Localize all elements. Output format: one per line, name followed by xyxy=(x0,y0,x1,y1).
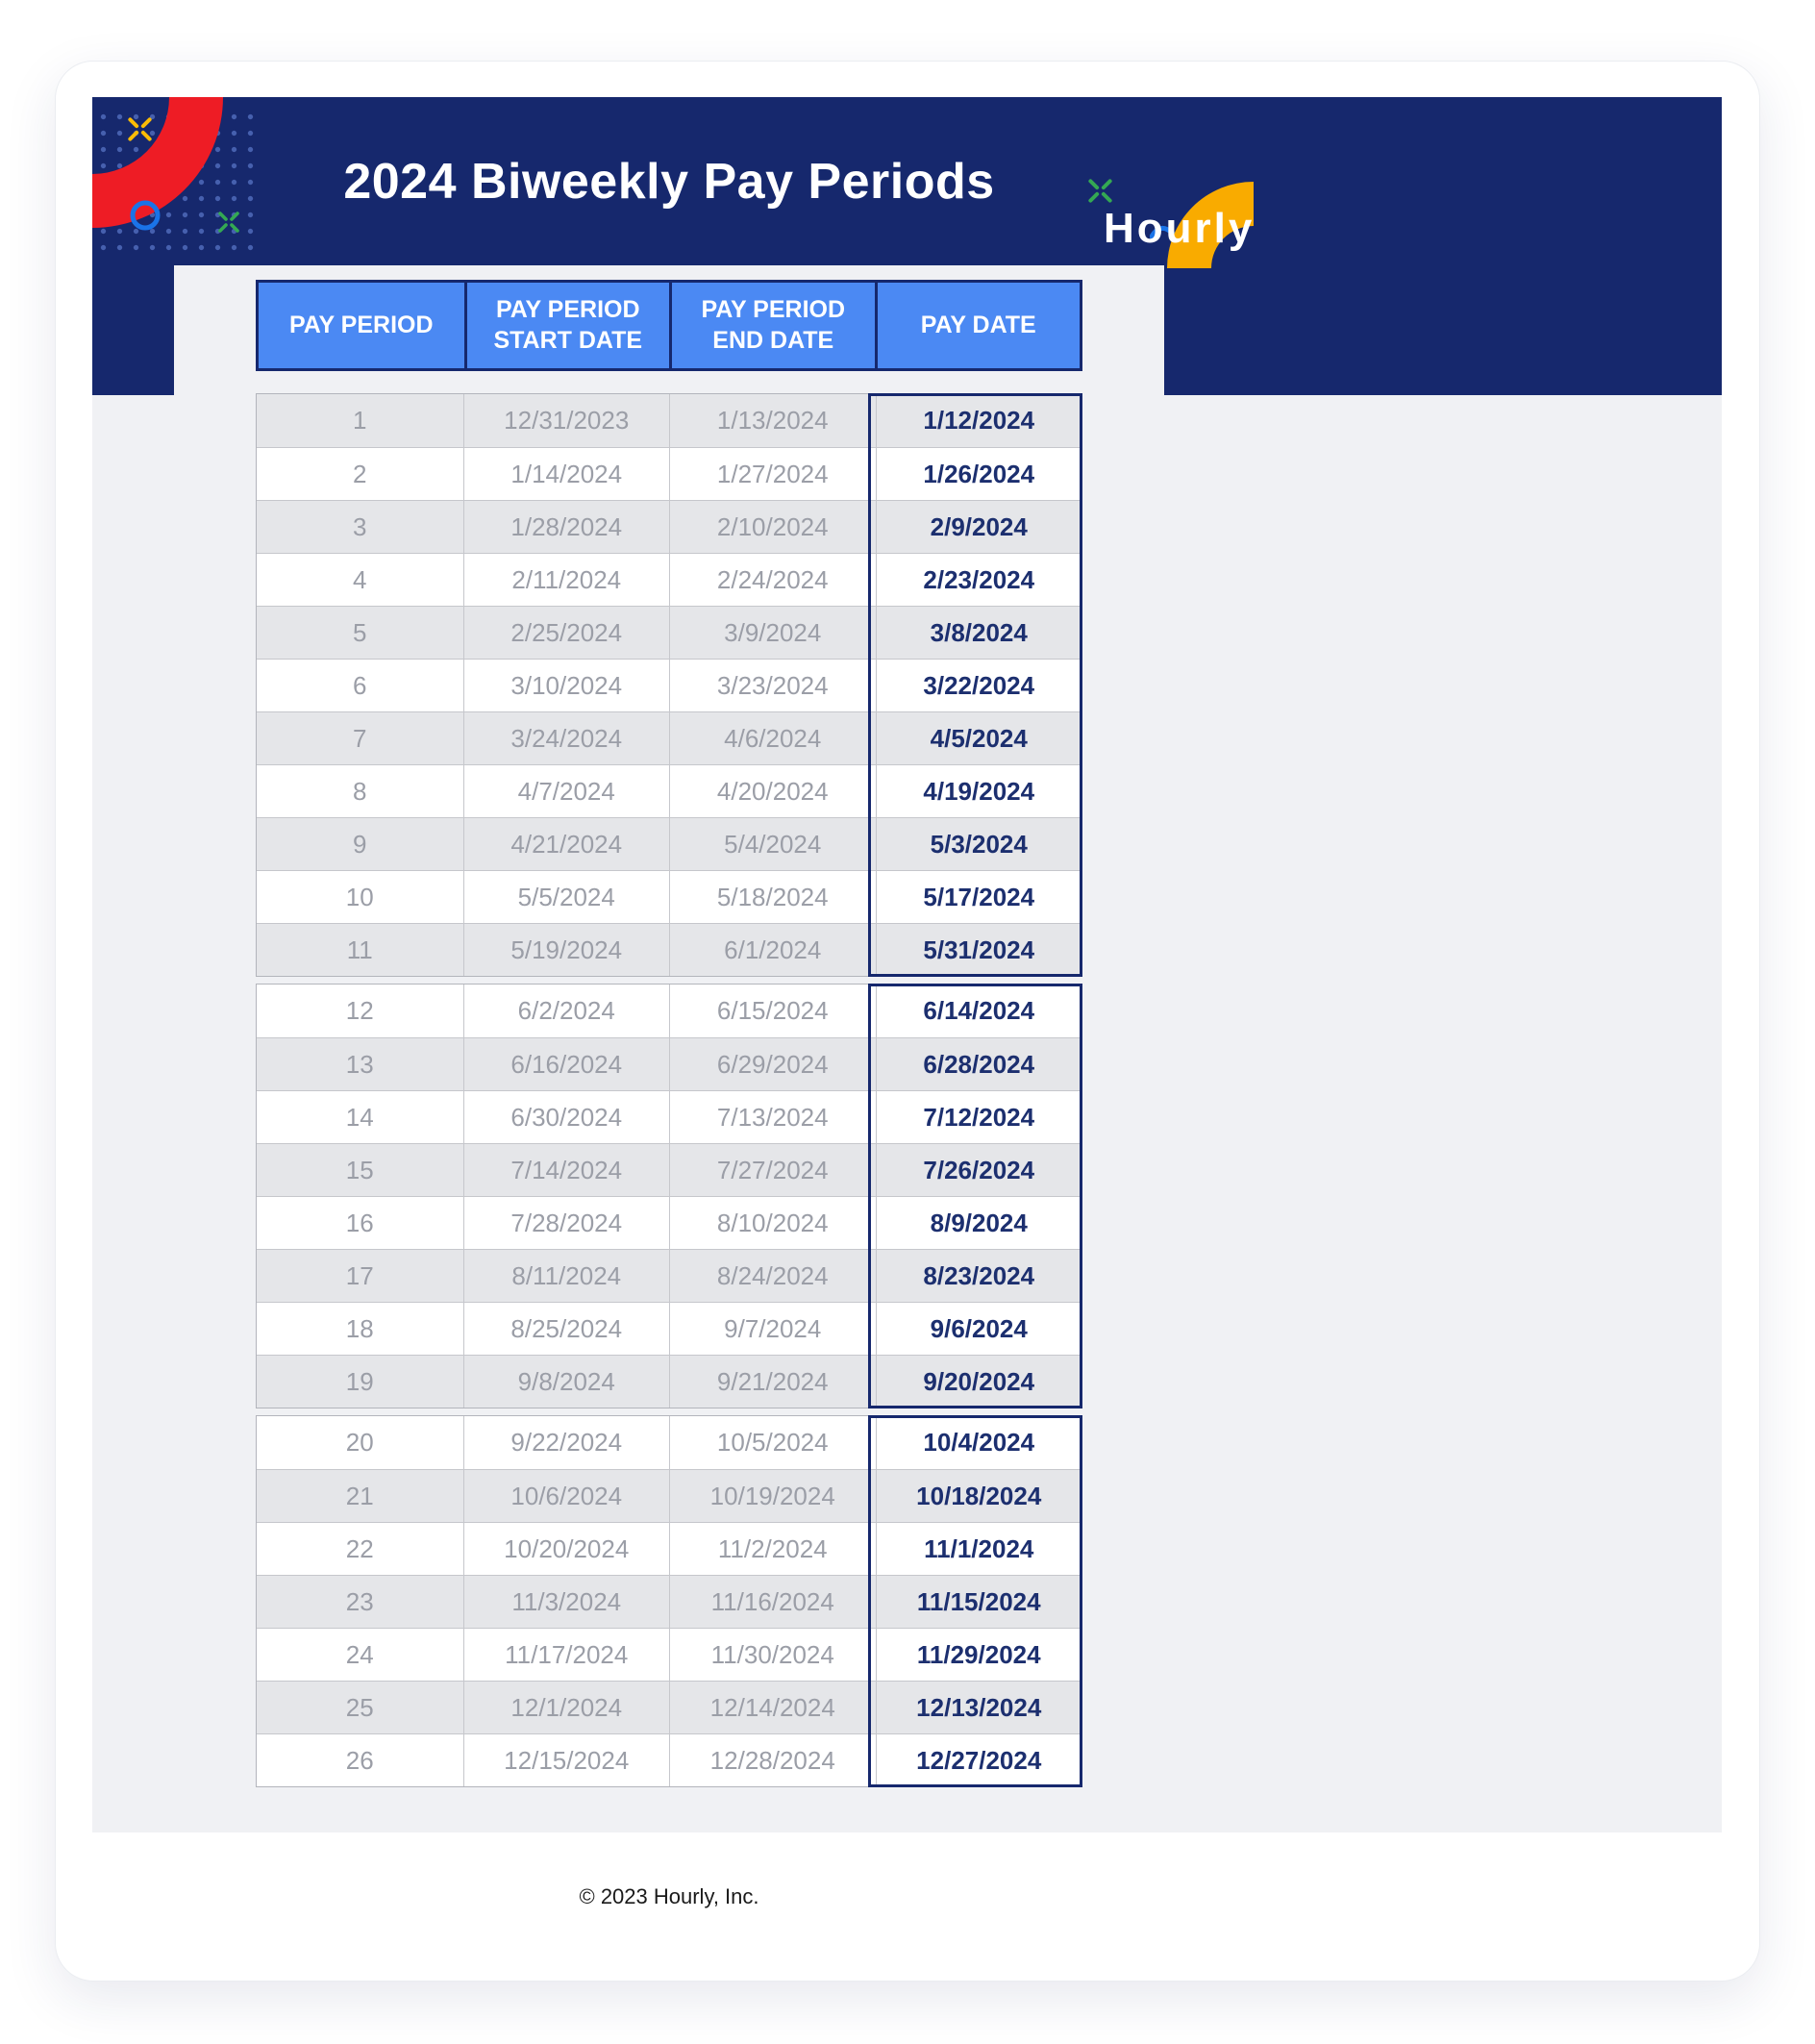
pay-period-cell: 7 xyxy=(353,723,367,753)
pay-date-cell: 1/26/2024 xyxy=(876,448,1082,500)
pay-period-cell: 23 xyxy=(345,1586,374,1616)
pay-period-cell: 24 xyxy=(345,1639,374,1669)
pay-period-cell: 25 xyxy=(345,1692,374,1722)
pay-period-cell: 22 xyxy=(345,1533,374,1563)
pay-period-cell: 19 xyxy=(345,1366,374,1396)
table-row xyxy=(257,1628,1082,1681)
column-header-start-date: PAY PERIOD START DATE xyxy=(464,283,670,368)
table-row xyxy=(257,711,1082,764)
start-date-cell: 3/10/2024 xyxy=(463,660,670,711)
pay-date-cell: 2/9/2024 xyxy=(876,501,1082,553)
table-row-group xyxy=(256,393,1082,977)
pay-date-cell: 3/22/2024 xyxy=(876,660,1082,711)
pay-period-cell: 9 xyxy=(353,829,367,859)
end-date-cell: 3/23/2024 xyxy=(669,660,876,711)
table-row xyxy=(257,1037,1082,1090)
start-date-cell: 11/17/2024 xyxy=(463,1629,670,1681)
end-date-cell: 2/10/2024 xyxy=(669,501,876,553)
pay-table-body xyxy=(256,393,1082,1787)
pay-date-cell: 3/8/2024 xyxy=(876,607,1082,659)
end-date-cell: 9/21/2024 xyxy=(669,1356,876,1408)
end-date-cell: 8/10/2024 xyxy=(669,1197,876,1249)
pay-period-cell: 12 xyxy=(345,996,374,1025)
pay-period-cell: 14 xyxy=(345,1102,374,1132)
header-band-right-extension xyxy=(1164,265,1722,395)
table-row xyxy=(257,1469,1082,1522)
pay-date-cell: 2/23/2024 xyxy=(876,554,1082,606)
pay-period-cell: 20 xyxy=(345,1428,374,1457)
document-card xyxy=(55,61,1760,1982)
pay-period-cell: 1 xyxy=(353,406,367,435)
pay-period-cell: 21 xyxy=(345,1481,374,1510)
pay-period-cell: 13 xyxy=(345,1049,374,1079)
end-date-cell: 4/6/2024 xyxy=(669,712,876,764)
pay-date-cell: 10/18/2024 xyxy=(876,1470,1082,1522)
pay-date-cell: 9/6/2024 xyxy=(876,1303,1082,1355)
end-date-cell: 2/24/2024 xyxy=(669,554,876,606)
start-date-cell: 6/2/2024 xyxy=(463,985,670,1037)
table-row xyxy=(257,1416,1082,1469)
end-date-cell: 6/15/2024 xyxy=(669,985,876,1037)
pay-date-cell: 9/20/2024 xyxy=(876,1356,1082,1408)
table-row xyxy=(257,985,1082,1037)
table-row xyxy=(257,1733,1082,1786)
column-header-pay-period: PAY PERIOD xyxy=(288,311,434,338)
pay-date-cell: 5/31/2024 xyxy=(876,924,1082,976)
pay-date-cell: 1/12/2024 xyxy=(876,394,1082,447)
yellow-sparkle-icon xyxy=(127,116,153,142)
end-date-cell: 5/18/2024 xyxy=(669,871,876,923)
pay-period-cell: 11 xyxy=(346,935,373,964)
end-date-cell: 10/19/2024 xyxy=(669,1470,876,1522)
pay-period-cell: 26 xyxy=(345,1745,374,1775)
pay-date-cell: 8/9/2024 xyxy=(876,1197,1082,1249)
title-wrap xyxy=(174,97,1164,265)
pay-date-cell: 12/13/2024 xyxy=(876,1682,1082,1733)
end-date-cell: 1/27/2024 xyxy=(669,448,876,500)
end-date-cell: 6/1/2024 xyxy=(669,924,876,976)
pay-date-cell: 7/12/2024 xyxy=(876,1091,1082,1143)
pay-date-cell: 5/17/2024 xyxy=(876,871,1082,923)
content-panel xyxy=(92,97,1722,1832)
pay-period-cell: 16 xyxy=(345,1208,374,1237)
pay-period-cell: 6 xyxy=(353,670,367,700)
table-row-group xyxy=(256,984,1082,1408)
copyright-text: © 2023 Hourly, Inc. xyxy=(579,1884,759,1908)
table-row xyxy=(257,394,1082,447)
start-date-cell: 2/11/2024 xyxy=(463,554,670,606)
pay-date-cell: 6/28/2024 xyxy=(876,1038,1082,1090)
table-row xyxy=(257,1355,1082,1408)
start-date-cell: 2/25/2024 xyxy=(463,607,670,659)
pay-period-cell: 10 xyxy=(345,882,374,911)
start-date-cell: 1/14/2024 xyxy=(463,448,670,500)
pay-date-cell: 8/23/2024 xyxy=(876,1250,1082,1302)
table-row xyxy=(257,553,1082,606)
end-date-cell: 4/20/2024 xyxy=(669,765,876,817)
end-date-cell: 8/24/2024 xyxy=(669,1250,876,1302)
end-date-cell: 5/4/2024 xyxy=(669,818,876,870)
pay-period-cell: 17 xyxy=(345,1260,374,1290)
pay-date-cell: 4/5/2024 xyxy=(876,712,1082,764)
end-date-cell: 11/16/2024 xyxy=(669,1576,876,1628)
start-date-cell: 12/1/2024 xyxy=(463,1682,670,1733)
pay-period-cell: 2 xyxy=(353,459,367,488)
end-date-cell: 7/27/2024 xyxy=(669,1144,876,1196)
pay-date-cell: 10/4/2024 xyxy=(876,1416,1082,1469)
pay-period-cell: 18 xyxy=(345,1313,374,1343)
pay-date-cell: 11/1/2024 xyxy=(876,1523,1082,1575)
table-row xyxy=(257,1090,1082,1143)
table-row xyxy=(257,817,1082,870)
end-date-cell: 6/29/2024 xyxy=(669,1038,876,1090)
end-date-cell: 11/30/2024 xyxy=(669,1629,876,1681)
pay-date-cell: 5/3/2024 xyxy=(876,818,1082,870)
end-date-cell: 11/2/2024 xyxy=(669,1523,876,1575)
pay-period-cell: 8 xyxy=(353,776,367,806)
header-band-left-extension xyxy=(92,265,174,395)
end-date-cell: 10/5/2024 xyxy=(669,1416,876,1469)
pay-period-cell: 5 xyxy=(353,617,367,647)
start-date-cell: 12/31/2023 xyxy=(463,394,670,447)
start-date-cell: 10/20/2024 xyxy=(463,1523,670,1575)
start-date-cell: 1/28/2024 xyxy=(463,501,670,553)
table-row-group xyxy=(256,1415,1082,1787)
start-date-cell: 4/7/2024 xyxy=(463,765,670,817)
start-date-cell: 9/8/2024 xyxy=(463,1356,670,1408)
pay-date-cell: 12/27/2024 xyxy=(876,1734,1082,1786)
start-date-cell: 12/15/2024 xyxy=(463,1734,670,1786)
end-date-cell: 12/28/2024 xyxy=(669,1734,876,1786)
start-date-cell: 4/21/2024 xyxy=(463,818,670,870)
start-date-cell: 5/5/2024 xyxy=(463,871,670,923)
end-date-cell: 7/13/2024 xyxy=(669,1091,876,1143)
table-row xyxy=(257,1522,1082,1575)
column-header-end-date: PAY PERIOD END DATE xyxy=(669,283,875,368)
table-row xyxy=(257,923,1082,976)
start-date-cell: 7/28/2024 xyxy=(463,1197,670,1249)
table-row xyxy=(257,1575,1082,1628)
blue-circle-icon xyxy=(129,199,162,232)
start-date-cell: 6/30/2024 xyxy=(463,1091,670,1143)
table-row xyxy=(257,447,1082,500)
start-date-cell: 9/22/2024 xyxy=(463,1416,670,1469)
pay-table-header xyxy=(256,280,1082,371)
start-date-cell: 8/11/2024 xyxy=(463,1250,670,1302)
end-date-cell: 3/9/2024 xyxy=(669,607,876,659)
table-row xyxy=(257,870,1082,923)
column-header-pay-date: PAY DATE xyxy=(875,283,1081,368)
pay-period-cell: 4 xyxy=(353,564,367,594)
end-date-cell: 1/13/2024 xyxy=(669,394,876,447)
pay-date-cell: 7/26/2024 xyxy=(876,1144,1082,1196)
table-row xyxy=(257,606,1082,659)
table-row xyxy=(257,764,1082,817)
start-date-cell: 10/6/2024 xyxy=(463,1470,670,1522)
pay-date-cell: 11/29/2024 xyxy=(876,1629,1082,1681)
start-date-cell: 5/19/2024 xyxy=(463,924,670,976)
pay-period-cell: 15 xyxy=(345,1155,374,1184)
table-row xyxy=(257,1249,1082,1302)
pay-period-cell: 3 xyxy=(353,511,367,541)
table-row xyxy=(257,500,1082,553)
table-row xyxy=(257,1196,1082,1249)
table-row xyxy=(257,1681,1082,1733)
start-date-cell: 7/14/2024 xyxy=(463,1144,670,1196)
table-row xyxy=(257,1143,1082,1196)
pay-date-cell: 11/15/2024 xyxy=(876,1576,1082,1628)
start-date-cell: 3/24/2024 xyxy=(463,712,670,764)
pay-date-cell: 4/19/2024 xyxy=(876,765,1082,817)
start-date-cell: 11/3/2024 xyxy=(463,1576,670,1628)
table-row xyxy=(257,659,1082,711)
end-date-cell: 12/14/2024 xyxy=(669,1682,876,1733)
hourly-logo: Hourly xyxy=(1104,205,1256,252)
start-date-cell: 6/16/2024 xyxy=(463,1038,670,1090)
table-row xyxy=(257,1302,1082,1355)
page-title: 2024 Biweekly Pay Periods xyxy=(343,153,995,210)
start-date-cell: 8/25/2024 xyxy=(463,1303,670,1355)
end-date-cell: 9/7/2024 xyxy=(669,1303,876,1355)
pay-date-cell: 6/14/2024 xyxy=(876,985,1082,1037)
